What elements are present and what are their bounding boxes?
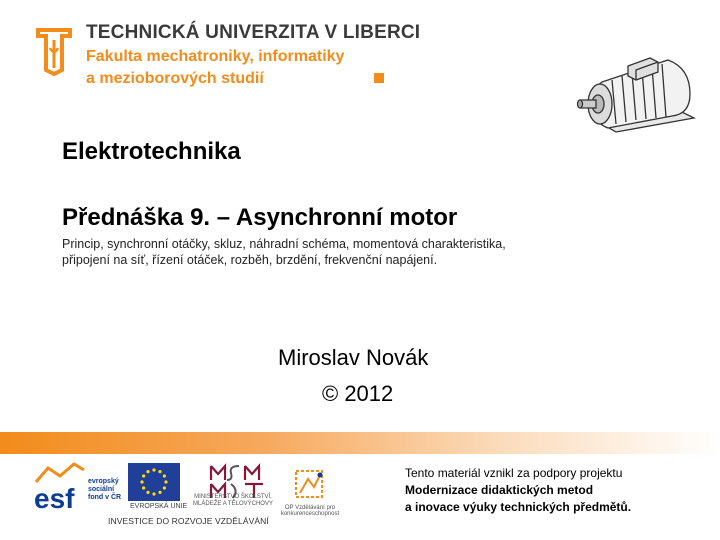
faculty-name-line1: Fakulta mechatroniky, informatiky (86, 48, 345, 65)
project-note (405, 465, 631, 516)
copyright-year: © 2012 (322, 381, 394, 406)
orange-gradient-band (0, 432, 720, 454)
op-caption: OP Vzdělávání pro konkurenceschopnost (280, 505, 340, 517)
faculty-marker-square (374, 73, 384, 83)
eu-flag-icon (128, 463, 180, 501)
faculty-name-line2: a mezioborových studií (86, 70, 264, 87)
msmt-caption: MINISTERSTVO ŠKOLSTVÍ, MLÁDEŽE A TĚLOVÝCHOVY (193, 494, 273, 507)
electric-motor-illustration (572, 42, 704, 140)
investment-slogan: INVESTICE DO ROZVOJE VZDĚLÁVÁNÍ (108, 516, 269, 526)
project-note-line3: a inovace výuky technických předmětů. (405, 500, 632, 514)
op-vk-logo (290, 465, 328, 503)
author-name: Miroslav Novák (278, 345, 429, 370)
project-note-line2: Modernizace didaktických metod (405, 483, 594, 497)
eu-caption: EVROPSKÁ UNIE (130, 503, 188, 510)
university-logo (32, 26, 76, 76)
university-name: TECHNICKÁ UNIVERZITA V LIBERCI (86, 22, 421, 43)
course-title: Elektrotechnika (62, 138, 241, 165)
lecture-title: Přednáška 9. – Asynchronní motor (62, 204, 458, 231)
svg-text:esf: esf (34, 483, 75, 512)
lecture-description: Princip, synchronní otáčky, skluz, náhradní schéma, momentová charakteristika, připojení na síť, řízení otáček, rozběh, brzdění, frekvenční napájení. (62, 237, 506, 267)
project-note-line1: Tento materiál vznikl za podpory projektu (405, 466, 623, 480)
esf-caption: evropský sociální fond v ČR (88, 478, 122, 501)
